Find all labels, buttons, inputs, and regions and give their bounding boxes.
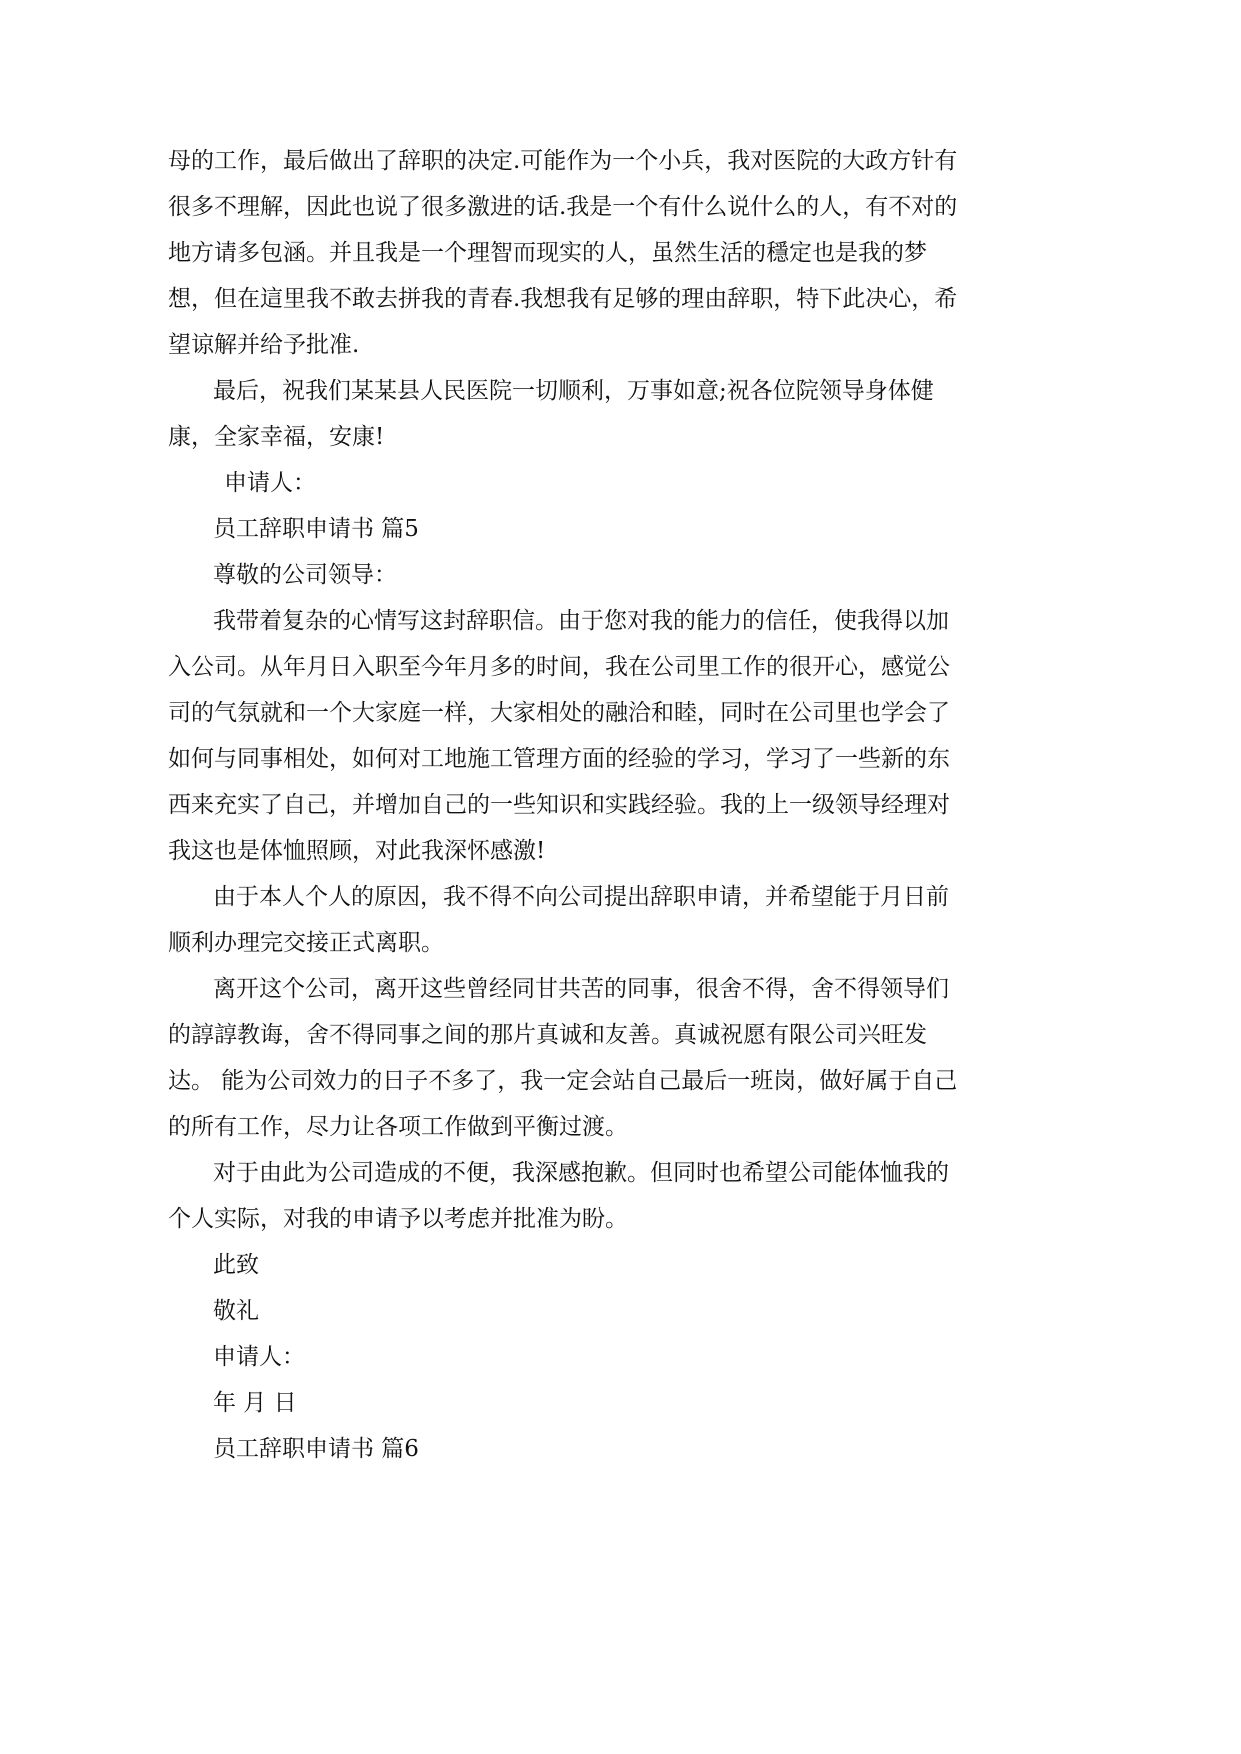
text-line: 很多不理解，因此也说了很多激进的话.我是一个有什么说什么的人，有不对的	[168, 194, 958, 220]
applicant-label: 申请人：	[213, 1344, 305, 1370]
text-line: 母的工作，最后做出了辞职的决定.可能作为一个小兵，我对医院的大政方针有	[168, 148, 958, 174]
salutation: 尊敬的公司领导：	[213, 562, 397, 588]
text-line: 西来充实了自己，并增加自己的一些知识和实践经验。我的上一级领导经理对	[168, 792, 950, 818]
text-line: 达。 能为公司效力的日子不多了，我一定会站自己最后一班岗，做好属于自己	[168, 1068, 958, 1094]
section-title: 员工辞职申请书 篇5	[213, 516, 419, 542]
closing-line: 此致	[213, 1252, 259, 1278]
text-line: 的諄諄教诲，舍不得同事之间的那片真诚和友善。真诚祝愿有限公司兴旺发	[168, 1022, 927, 1048]
text-line: 最后，祝我们某某县人民医院一切顺利，万事如意;祝各位院领导身体健	[213, 378, 934, 404]
text-line: 地方请多包涵。并且我是一个理智而现实的人，虽然生活的穩定也是我的梦	[168, 240, 927, 266]
text-line: 的所有工作，尽力让各项工作做到平衡过渡。	[168, 1114, 628, 1140]
section-title: 员工辞职申请书 篇6	[213, 1436, 419, 1462]
text-line: 望谅解并给予批准.	[168, 332, 360, 358]
text-line: 我带着复杂的心情写这封辞职信。由于您对我的能力的信任，使我得以加	[213, 608, 949, 634]
text-line: 入公司。从年月日入职至今年月多的时间，我在公司里工作的很开心，感觉公	[168, 654, 950, 680]
text-line: 如何与同事相处，如何对工地施工管理方面的经验的学习，学习了一些新的东	[168, 746, 950, 772]
date-line: 年 月 日	[213, 1390, 297, 1416]
text-line: 个人实际，对我的申请予以考虑并批准为盼。	[168, 1206, 628, 1232]
text-line: 想，但在這里我不敢去拼我的青春.我想我有足够的理由辞职，特下此决心，希	[168, 286, 958, 312]
text-line: 对于由此为公司造成的不便，我深感抱歉。但同时也希望公司能体恤我的	[213, 1160, 949, 1186]
text-line: 康，全家幸福，安康!	[168, 424, 385, 450]
text-line: 由于本人个人的原因，我不得不向公司提出辞职申请，并希望能于月日前	[213, 884, 949, 910]
text-line: 顺利办理完交接正式离职。	[168, 930, 444, 956]
closing-line: 敬礼	[213, 1298, 259, 1324]
text-line: 离开这个公司，离开这些曾经同甘共苦的同事，很舍不得，舍不得领导们	[213, 976, 949, 1002]
text-line: 我这也是体恤照顾，对此我深怀感激!	[168, 838, 546, 864]
text-line: 司的气氛就和一个大家庭一样，大家相处的融洽和睦，同时在公司里也学会了	[168, 700, 950, 726]
applicant-label: 申请人：	[224, 470, 316, 496]
